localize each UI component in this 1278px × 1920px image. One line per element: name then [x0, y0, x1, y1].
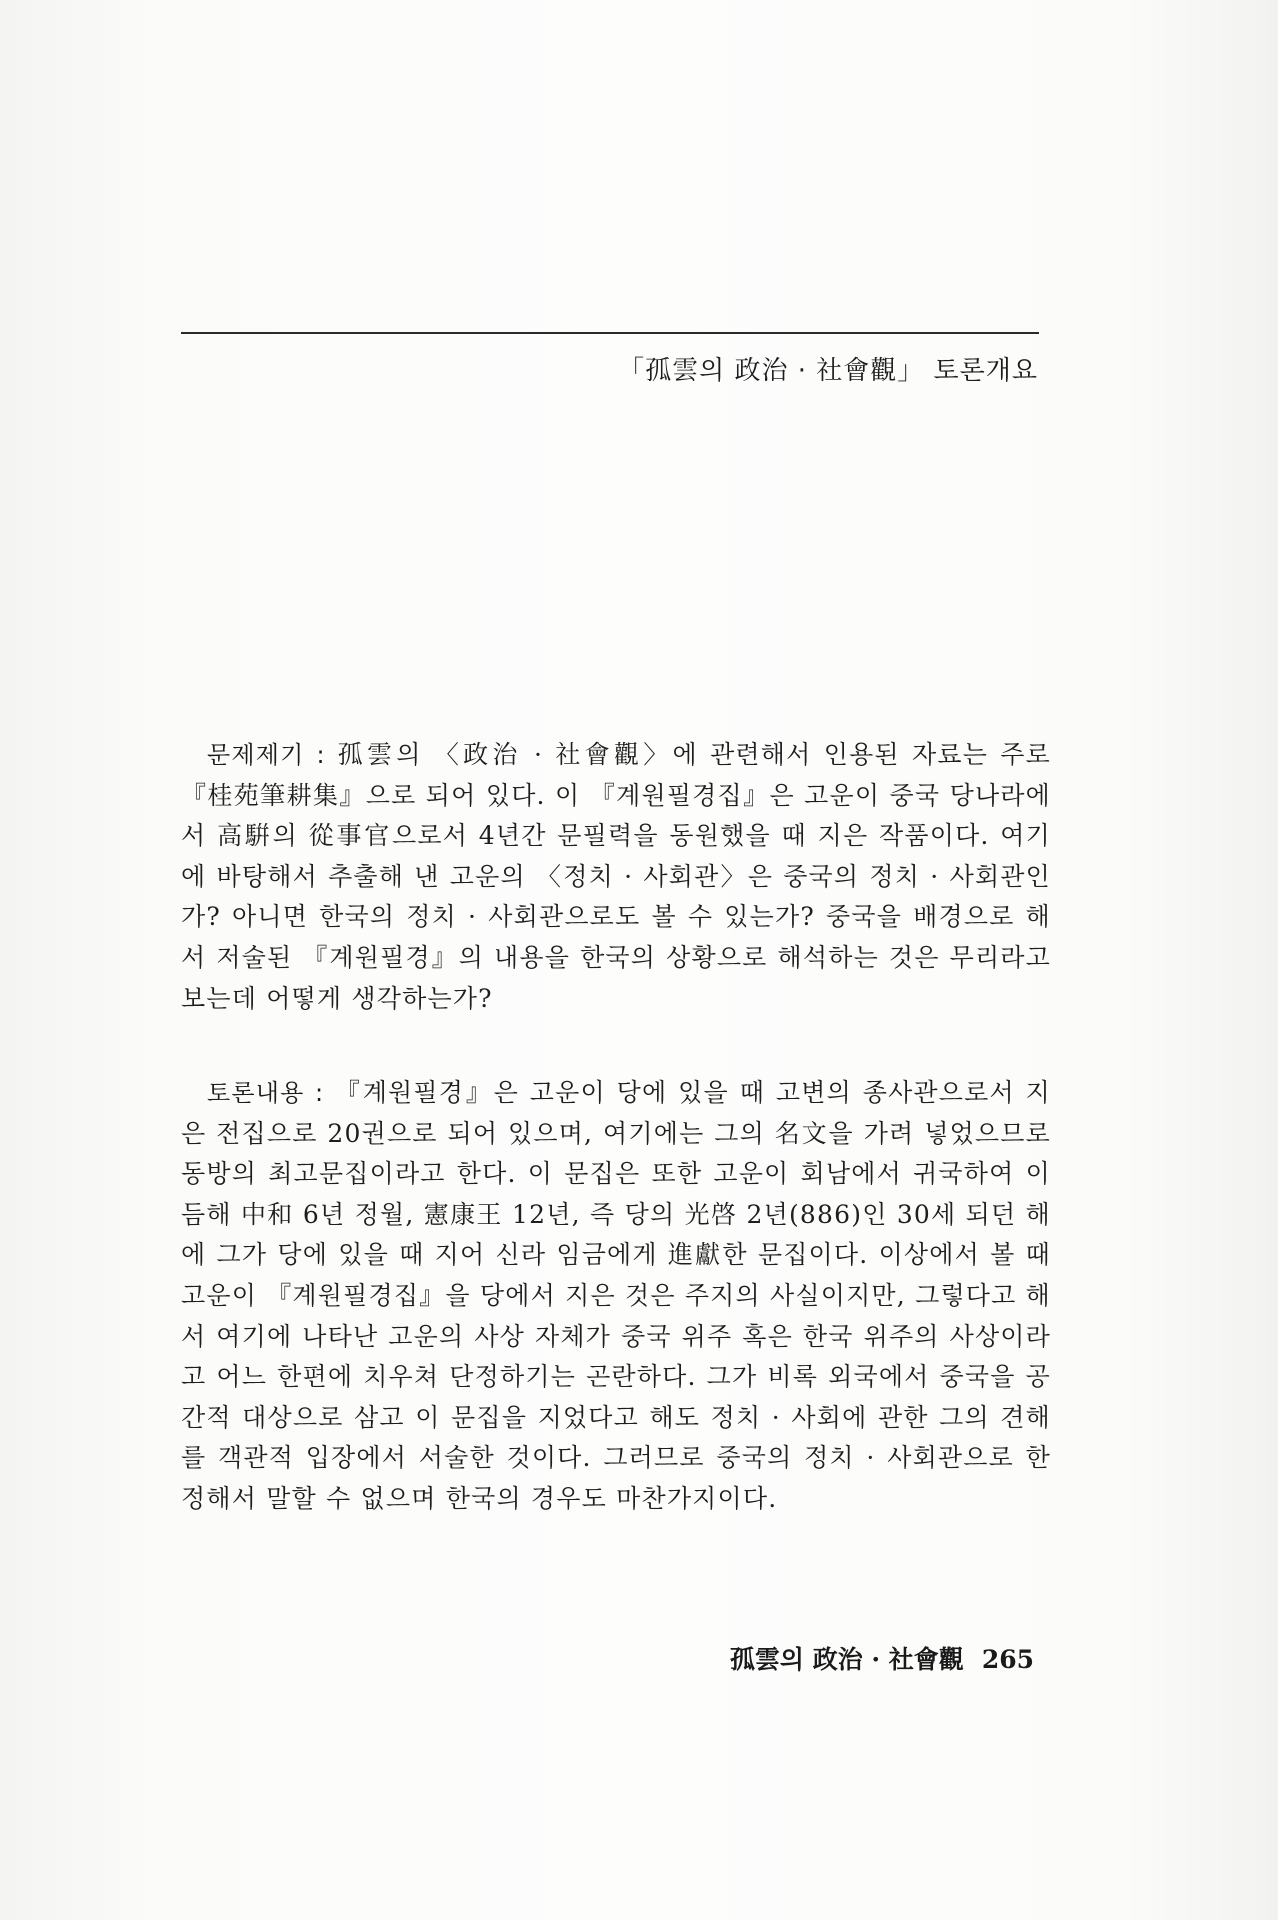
problem-paragraph	[181, 735, 1051, 1019]
header-rule	[181, 332, 1039, 334]
footer-title: 孤雲의 政治 · 社會觀	[729, 1645, 964, 1674]
page-footer	[730, 1640, 1034, 1676]
running-header: 「孤雲의 政治 · 社會觀」 토론개요	[618, 356, 1038, 386]
discussion-text: 『계원필경』은 고운이 당에 있을 때 고변의 종사관으로서 지은 전집으로 20권으로 되어 있으며, 여기에는 그의 名文을 가려 넣었으므로 동방의 최고문집이라고 한다. 이 문집은 또한 고운이 회남에서 귀국하여 이듬해 中和 6년 정월, 憲康王 12년, 즉 당의 光啓 2년(886)인 30세 되던 해에 그가 당에 있을 때 지어 신라 임금에게 進獻한 문집이다. 이상에서 볼 때 고운이 『계원필경집』을 당에서 지은 것은 주지의 사실이지만, 그렇다고 해서 여기에 나타난 고운의 사상 자체가 중국 위주 혹은 한국 위주의 사상이라고 어느 한편에 치우쳐 단정하기는 곤란하다. 그가 비록 외국에서 중국을 공간적 대상으로 삼고 이 문집을 지었다고 해도 정치 · 사회에 관한 그의 견해를 객관적 입장에서 서술한 것이다. 그러므로 중국의 정치 · 사회관으로 한정해서 말할 수 없으며 한국의 경우도 마찬가지이다.	[181, 1078, 1052, 1513]
discussion-paragraph	[181, 1073, 1051, 1520]
problem-text: 孤雲의 〈政治 · 社會觀〉에 관련해서 인용된 자료는 주로 『桂苑筆耕集』으로 되어 있다. 이 『계원필경집』은 고운이 중국 당나라에서 高騈의 從事官으로서 4년간 문필력을 동원했을 때 지은 작품이다. 여기에 바탕해서 추출해 낸 고운의 〈정치 · 사회관〉은 중국의 정치 · 사회관인가? 아니면 한국의 정치 · 사회관으로도 볼 수 있는가? 중국을 배경으로 해서 저술된 『계원필경』의 내용을 한국의 상황으로 해석하는 것은 무리라고 보는데 어떻게 생각하는가?	[181, 740, 1051, 1013]
discussion-label: 토론내용 :	[207, 1079, 335, 1107]
discussion-section	[181, 1073, 1051, 1520]
problem-section	[181, 735, 1051, 1019]
problem-label: 문제제기 :	[207, 741, 338, 769]
page-number: 265	[981, 1645, 1034, 1674]
